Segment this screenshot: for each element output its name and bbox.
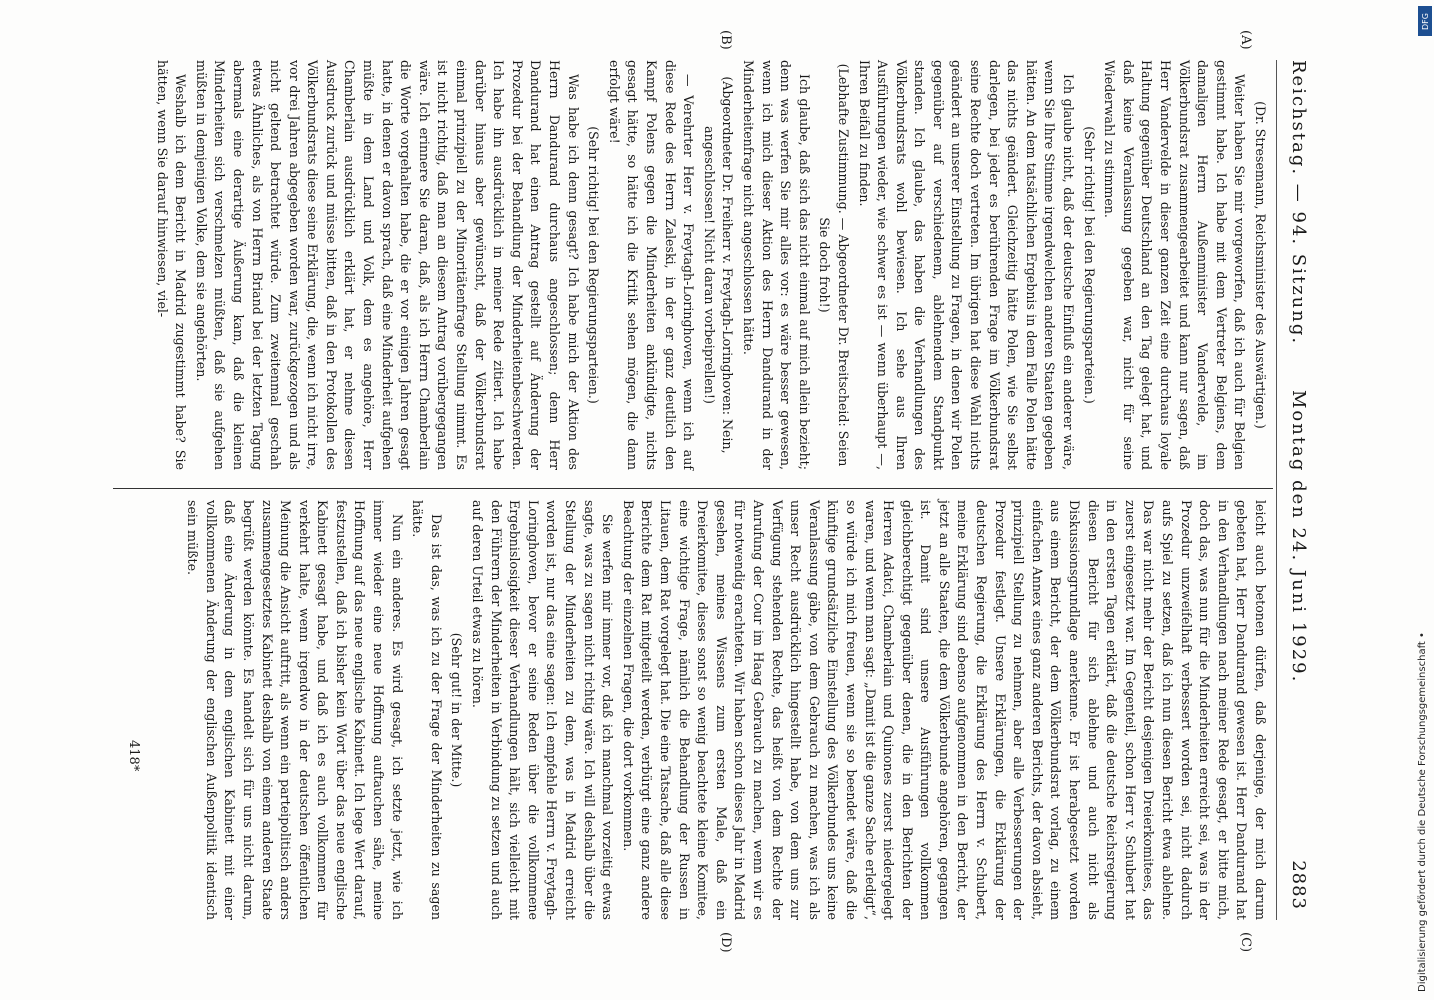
page-number: 2883 — [1288, 860, 1309, 910]
paragraph: Was habe ich denn gesagt? Ich habe mich der Aktion des Herrn Dandurand durchaus angeschlossen; denn Herr Dandurand hat einen Antrag gestellt auf Änderung der Prozedur bei der Behandlung der Minderheitenbeschwerden. Ich habe ihn ausdrücklich in meiner Rede zitiert. Ich habe darüber hinaus aber gewünscht, daß der Völkerbundsrat einmal prinzipiell zu der Minoritätenfrage Stellung nimmt. Es ist nicht richtig, daß man an diesem Antrag vorübergegangen wäre. Ich erinnere Sie daran, daß, als ich Herrn Chamberlain die Worte vorgehalten habe, die er vor einigen Jahren gesagt hatte, in denen er davon sprach, daß eine Minderheit aufgehen müßte in dem Land und Volk, dem es angehöre, Herr Chamberlain ausdrücklich erklärt hat, er nehme diesen Ausdruck zurück und müsse bitten, daß in den Protokollen des Völkerbundsrats diese seine Erklärung, die, wenn ich nicht irre, vor drei Jahren abgegeben worden war, zurückgezogen und als nicht geltend betrachtet würde. Zum zweitenmal geschah etwas Ähnliches, als von Herrn Briand bei der letzten Tagung abermals eine derartige Äußerung kam, daß die kleinen Minderheiten sich verschmelzen müßten, daß sie aufgehen müßten in demjenigen Volke, dem sie angehörten. — [193, 60, 581, 470]
header-session: Reichstag. — 94. Sitzung. — [1288, 60, 1309, 346]
interjection: (Sehr richtig! bei den Regierungsparteien.) — [1081, 126, 1097, 404]
digitization-note — [1415, 12, 1434, 992]
paragraph: leicht auch betonen dürfen, daß derjenige, der mich darum gebeten hat, Herr Dandurand gewesen ist. Herr Dandurand hat in den Verhandlungen nach meiner Rede gesagt, er bitte mich, doch das, was nun für die Minderheiten erreicht sei, was in der Prozedur unzweifelhaft verbessert worden sei, nicht dadurch aufs Spiel zu setzen, daß ich nun diesen Bericht etwa ablehne. Das war nicht mehr der Bericht desjenigen Dreierkomitees, das zuerst eingesetzt war. Im Gegenteil, schon Herr v. Schubert hat in den ersten Tagen erklärt, daß die deutsche Reichsregierung diesen Bericht für sich ablehne und auch nicht als Diskussionsgrundlage anerkenne. Er ist herabgesetzt worden aus einem Bericht, der dem Völkerbundsrat vorlag, zu einem einfachen Annex eines ganz anderen Berichts, der davon absieht, prinzipiell Stellung zu nehmen, aber alle Verbesserungen der Prozedur festlegt. Unsere Erklärungen, die Erklärung der deutschen Regierung, die Erklärung des Herrn v. Schubert, meine Erklärung sind ebenso aufgenommen in den Bericht, der jetzt an alle Staaten, die dem Völkerbunde angehören, gegangen ist. Damit sind unsere Ausführungen vollkommen gleichberechtigt gegenüber denen, die in den Berichten der Herren Adatci, Chamberlain und Quinones zuerst niedergelegt waren, und wenn man sagt: „Damit ist die ganze Sache erledigt“, so würde ich mich freuen, wenn sie so beendet wäre, daß die künftige grundsätzliche Einstellung des Völkerbundes uns keine Veranlassung gäbe, von dem Gebrauch zu machen, was ich als unser Recht ausdrücklich hingestellt habe, von dem uns zur Verfügung stehenden Rechte, das heißt von dem Rechte der Anrufung der Cour im Haag Gebrauch zu machen, wenn wir es für notwendig erachteten. Wir haben schon dieses Jahr in Madrid gesehen, meines Wissens zum ersten Male, daß ein Dreierkomitee, dieses sonst so wenig beachtete kleine Komitee, eine wichtige Frage, nämlich die Behandlung der Russen in Litauen, dem Rat vorgelegt hat. Die eine Tatsache, daß alle diese Berichte dem Rat mitgeteilt werden, verbürgt eine ganz andere Beachtung der einzelnen Fragen, die dort vorkommen. — [620, 500, 1268, 921]
interjection: (Abgeordneter Dr. Freiherr v. Freytagh-Loringhoven: Nein, angeschlossen! Nicht daran vorbeiprellen!) — [701, 76, 736, 454]
margin-marker-c: (C) — [1238, 932, 1253, 953]
paragraph: Das ist das, was ich zu der Frage der Minderheiten zu sagen hätte. — [410, 500, 444, 920]
dfg-credit-text: Digitalisierung gefördert durch die Deutsche Forschungsgemeinschaft • — [1417, 632, 1428, 992]
signature-mark: 418* — [126, 740, 141, 772]
interjection: (Lebhafte Zustimmung. — Abgeordneter Dr. Breitscheid: Seien Sie doch froh!) — [817, 63, 851, 467]
right-column — [181, 500, 1269, 920]
header-date: Montag den 24. Juni 1929. — [1288, 390, 1309, 684]
header-rule — [1276, 60, 1277, 920]
paragraph: Weshalb ich dem Bericht in Madrid zugestimmt habe? Sie hätten, wenn Sie darauf hinwiesen, viel- — [154, 60, 189, 470]
speaker-line: (Dr. Stresemann, Reichsminister des Auswärtigen.) — [1253, 101, 1268, 429]
column-divider — [113, 488, 1273, 489]
dfg-logo-text: DFG — [1420, 12, 1430, 30]
paragraph: Ich glaube nicht, daß der deutsche Einfluß ein anderer wäre, wenn Sie Ihre Stimme irgendwelchen anderen Staaten gegeben hätten. An dem tatsächlichen Ergebnis in dem Falle Polen hätte das nichts geändert. Gleichzeitig hätte Polen, wie Sie selbst darlegen, bei jeder es berührenden Frage im Völkerbundsrat seine Rechte doch vertreten. Im übrigen hat diese Wahl nichts geändert an unserer Einstellung zu Fragen, in denen wir Polen gegenüber auf verschiedenem, ablehnendem Standpunkt standen. Ich glaube, das haben die Verhandlungen des Völkerbundsrats wohl bewiesen. Ich sehe aus Ihren Ausführungen wieder, wie schwer es ist — wenn überhaupt —, Ihren Beifall zu finden. — [856, 60, 1077, 470]
paragraph: Weiter haben Sie mir vorgeworfen, daß ich auch für Belgien gestimmt habe. Ich habe mit dem Vertreter Belgiens, dem damaligen Herrn Außenminister Vandervelde, im Völkerbundsrat zusammengearbeitet und kann nur sagen, daß Herr Vandervelde in dieser ganzen Zeit eine durchaus loyale Haltung gegenüber Deutschland an den Tag gelegt hat, und daß keine Veranlassung gegeben war, nicht für seine Wiederwahl zu stimmen. — [1102, 60, 1248, 470]
margin-marker-d: (D) — [718, 932, 733, 953]
dfg-logo — [1418, 6, 1432, 36]
rotated-page — [93, 30, 1313, 953]
paragraph: Nun ein anderes. Es wird gesagt, ich setzte jetzt, wie ich immer wieder eine neue Hoffnung auftauchen sähe, meine Hoffnung auf das neue englische Kabinett. Ich lege Wert darauf, festzustellen, daß ich bisher kein Wort über das neue englische Kabinett gesagt habe, und daß ich es auch vollkommen für verkehrt halte, wenn irgendwo in der deutschen öffentlichen Meinung die Ansicht auftritt, als wenn ein parteipolitisch anders zusammengesetztes Kabinett deshalb von einem anderen Staate begrüßt werden könnte. Es handelt sich für uns nicht darum, daß eine Änderung in dem englischen Kabinett mit einer vollkommenen Änderung der englischen Außenpolitik identisch sein müßte. — [185, 500, 405, 920]
paragraph: — Verehrter Herr v. Freytagh-Loringhoven, wenn ich auf diese Rede des Herrn Zaleski, in der er ganz deutlich den Kampf Polens gegen die Minderheiten ankündigte, nichts gesagt hätte, so hätte ich die Kritik sehen mögen, die dann erfolgt wäre! — [606, 60, 697, 470]
paragraph: Ich glaube, daß sich das nicht einmal auf mich allein bezieht; denn was werfen Sie mir alles vor: es wäre besser gewesen, wenn ich mich dieser Aktion des Herrn Dandurand in der Minderheitenfrage nicht angeschlossen hätte. — [740, 60, 812, 470]
interjection: (Sehr gut! in der Mitte.) — [449, 632, 465, 788]
paragraph: Sie werfen mir immer vor, daß ich manchmal vorzeitig etwas sagte, was zu sagen nicht richtig wäre. Ich will deshalb über die Stellung der Minderheiten zu dem, was in Madrid erreicht worden ist, nur das eine sagen: Ich empfehle Herrn v. Freytagh-Loringhoven, bevor er seine Reden über die vollkommene Ergebnislosigkeit dieser Verhandlungen hält, sich vielleicht mit den Führern der Minderheiten in Verbindung zu setzen und auch auf deren Urteil etwas zu hören. — [470, 500, 616, 920]
interjection: (Sehr richtig! bei den Regierungsparteien.) — [586, 126, 602, 404]
left-column — [150, 60, 1269, 470]
margin-marker-a: (A) — [1238, 30, 1253, 50]
page-header — [1273, 60, 1313, 930]
margin-marker-b: (B) — [718, 30, 733, 50]
